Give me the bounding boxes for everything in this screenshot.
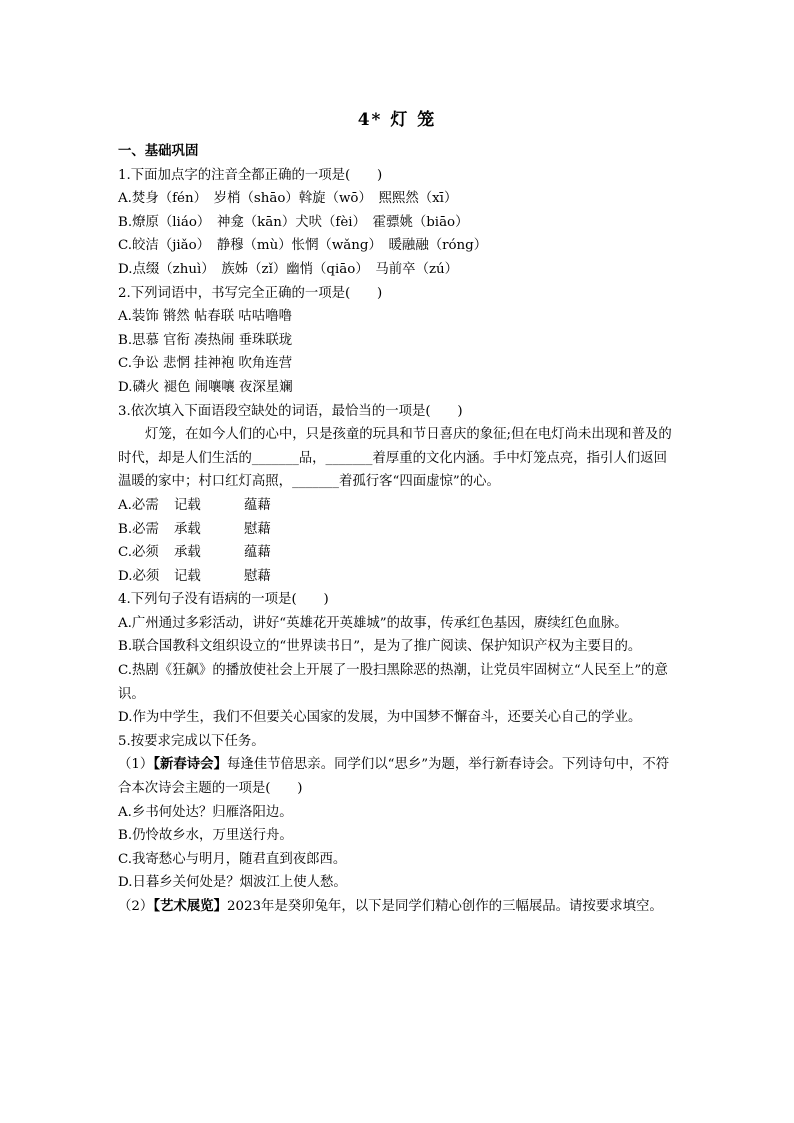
question-3-stem: 3.依次填入下面语段空缺处的词语，最恰当的一项是( ) <box>118 403 463 419</box>
q3-option-a-word1: A.必需 <box>118 497 159 513</box>
q5-part2-number: （2） <box>118 899 154 914</box>
q2-option-b: B.思慕 官衔 凑热闹 垂珠联珑 <box>118 332 293 348</box>
q5-part1-text: 每逢佳节倍思亲。同学们以“思乡”为题，举行新春诗会。下列诗句中，不符合本次诗会主题的一项是( ) <box>118 757 670 797</box>
q3-option-a-word2: 记载 <box>174 497 201 513</box>
q4-option-a: A.广州通过多彩活动，讲好“英雄花开英雄城”的故事，传承红色基因，赓续红色血脉。 <box>118 615 628 631</box>
q3-option-b <box>118 518 678 542</box>
q3-option-b-word2: 承载 <box>174 521 201 537</box>
q5-part1-tag: 【新春诗会】 <box>153 756 227 773</box>
question-1-stem: 1.下面加点字的注音全都正确的一项是( ) <box>118 167 383 183</box>
q1-option-b: B.燎原（liáo） 神龛（kān）犬吠（fèi） 霍骠姚（biāo） <box>118 214 469 230</box>
q3-option-c-word1: C.必须 <box>118 545 159 561</box>
q3-option-c-word2: 承载 <box>174 545 201 561</box>
q2-option-c: C.争讼 悲惘 挂神袍 吹角连营 <box>118 356 293 372</box>
question-3-passage: 灯笼，在如今人们的心中，只是孩童的玩具和节日喜庆的象征;但在电灯尚未出现和普及的时代，却是人们生活的_______品，_______着厚重的文化内涵。手中灯笼点亮，指引人们返回温暖的家中；村口红灯高照，_______着孤行客“四面虚惊”的心。 <box>118 427 672 490</box>
q5-part1-option-a: A.乡书何处达？归雁洛阳边。 <box>118 804 293 820</box>
q5-part1-number: （1） <box>118 757 154 773</box>
q4-option-d: D.作为中学生，我们不但要关心国家的发展，为中国梦不懈奋斗，还要关心自己的学业。 <box>118 710 642 726</box>
q1-option-c: C.皎洁（jiǎo） 静穆（mù）怅惘（wǎng） 暖融融（róng） <box>118 238 488 254</box>
q5-part2 <box>118 895 678 919</box>
q3-option-d-word3: 慰藉 <box>244 568 271 584</box>
q4-option-b: B.联合国教科文组织设立的“世界读书日”，是为了推广阅读、保护知识产权为主要目的。 <box>118 639 642 655</box>
document-body <box>118 140 678 919</box>
question-2-stem: 2.下列词语中，书写完全正确的一项是( ) <box>118 285 383 301</box>
q1-option-a: A.焚身（fén） 岁梢（shāo）斡旋（wō） 熙熙然（xī） <box>118 191 458 207</box>
q3-option-a <box>118 494 678 518</box>
section-heading: 一、基础巩固 <box>118 143 199 159</box>
q3-option-c <box>118 541 678 565</box>
q3-option-d-word2: 记载 <box>174 568 201 584</box>
question-4-stem: 4.下列句子没有语病的一项是( ) <box>118 592 329 608</box>
question-5-stem: 5.按要求完成以下任务。 <box>118 733 265 749</box>
q4-option-c: C.热剧《狂飙》的播放使社会上开展了一股扫黑除恶的热潮，让党员牢固树立“人民至上”的意识。 <box>118 663 668 702</box>
q5-part2-text: 2023年是癸卯兔年，以下是同学们精心创作的三幅展品。请按要求填空。 <box>226 899 663 914</box>
q2-option-a: A.装饰 锵然 帖春联 咕咕噜噜 <box>118 309 292 325</box>
q5-part2-tag: 【艺术展览】 <box>153 898 227 914</box>
q3-option-c-word3: 蕴藉 <box>244 545 271 561</box>
q3-option-d-word1: D.必须 <box>118 568 160 584</box>
q2-option-d: D.磷火 褪色 闹嚷嚷 夜深星斓 <box>118 379 293 395</box>
q1-option-d: D.点缀（zhuì） 族姊（zǐ）幽悄（qiāo） 马前卒（zú） <box>118 261 459 277</box>
q5-part1-option-c: C.我寄愁心与明月，随君直到夜郎西。 <box>118 851 347 867</box>
q5-part1-option-b: B.仍怜故乡水，万里送行舟。 <box>118 828 293 844</box>
q3-option-a-word3: 蕴藉 <box>244 497 271 513</box>
q3-option-d <box>118 565 678 589</box>
q3-option-b-word1: B.必需 <box>118 521 159 537</box>
q5-part1-option-d: D.日暮乡关何处是？烟波江上使人愁。 <box>118 875 347 891</box>
page-title: 4* 灯 笼 <box>357 110 437 130</box>
q3-option-b-word3: 慰藉 <box>244 521 271 537</box>
q5-part1 <box>118 753 678 800</box>
